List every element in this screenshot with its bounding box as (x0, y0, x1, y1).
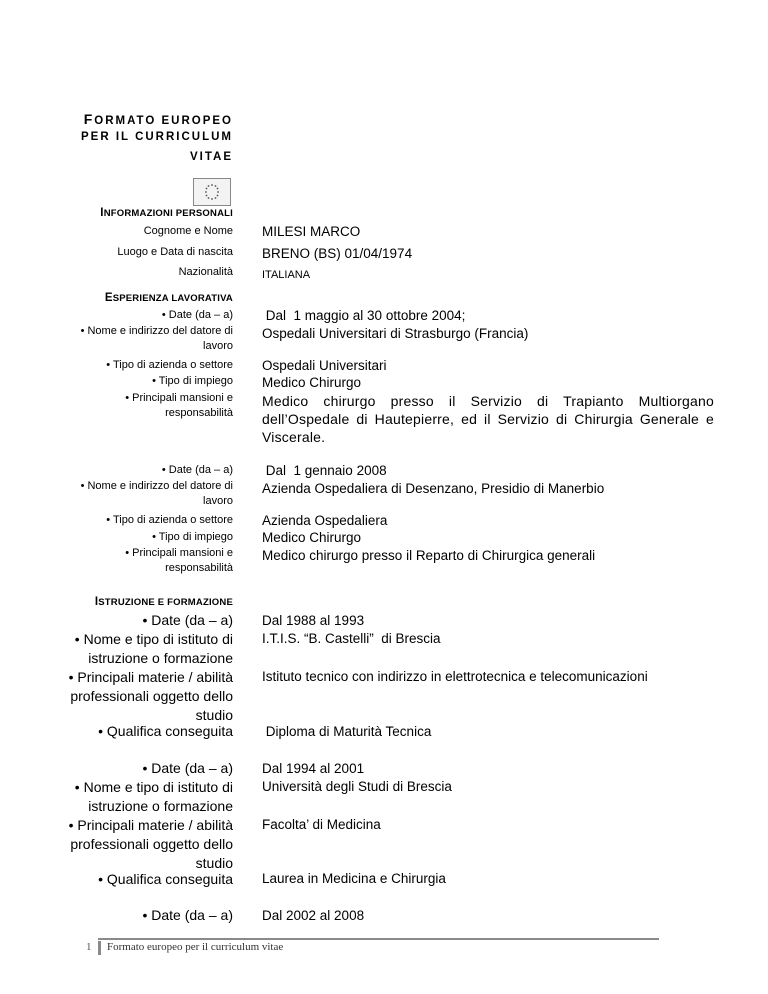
label-line: professionali oggetto dello (70, 836, 233, 852)
label-line: • Nome e indirizzo del datore di (80, 480, 233, 492)
section-rest: STRUZIONE E FORMAZIONE (98, 597, 233, 608)
section-cap: I (94, 596, 99, 608)
value-edu-subjects: Istituto tecnico con indirizzo in elettrotecnica e telecomunicazioni (262, 669, 648, 684)
value-work-job-type: Medico Chirurgo (262, 530, 362, 545)
label-edu-qualification: • Qualifica conseguita (98, 723, 233, 739)
section-work-experience (40, 292, 233, 304)
label-line: studio (195, 707, 233, 723)
label-edu-subjects (20, 668, 233, 725)
label-line: responsabilità (165, 562, 233, 574)
value-name: MILESI MARCO (262, 224, 361, 239)
section-personal-info (40, 207, 233, 219)
label-line: • Principali materie / abilità (68, 669, 233, 685)
value-birth: BRENO (BS) 01/04/1974 (262, 246, 413, 261)
value-edu-dates: Dal 1988 al 1993 (262, 613, 365, 628)
value-edu-qualification: Laurea in Medicina e Chirurgia (262, 871, 446, 886)
section-education (40, 596, 233, 608)
value-edu-qualification: Diploma di Maturità Tecnica (262, 724, 432, 739)
value-work-dates: Dal 1 gennaio 2008 (262, 463, 387, 478)
label-line: • Principali materie / abilità (68, 817, 233, 833)
label-edu-dates: • Date (da – a) (142, 907, 233, 923)
value-work-job-type: Medico Chirurgo (262, 375, 362, 390)
footer-rule (98, 938, 659, 940)
label-nationality: Nazionalità (178, 266, 233, 278)
label-line: • Principali mansioni e (125, 392, 233, 404)
label-line: • Nome e tipo di istituto di (74, 779, 233, 795)
label-edu-institute (20, 630, 233, 668)
label-work-sector: • Tipo di azienda o settore (106, 514, 233, 526)
value-work-dates: Dal 1 maggio al 30 ottobre 2004; (262, 308, 466, 323)
label-work-dates: • Date (da – a) (161, 309, 233, 321)
label-line: istruzione o formazione (88, 650, 233, 666)
label-line: studio (195, 855, 233, 871)
cv-title-line3: VITAE (189, 151, 233, 163)
label-line: lavoro (203, 340, 233, 352)
value-work-duties: Medico chirurgo presso il Servizio di Trapianto Multiorgano dell’Ospedale di Hautepierre, ed il Servizio di Chirurgia Generale e Viscerale. (262, 393, 714, 445)
label-line: istruzione o formazione (88, 798, 233, 814)
value-work-employer: Azienda Ospedaliera di Desenzano, Presidio di Manerbio (262, 481, 605, 496)
footer-bar (98, 941, 101, 955)
label-work-employer (40, 479, 233, 509)
label-line: responsabilità (165, 407, 233, 419)
label-name: Cognome e Nome (143, 225, 233, 237)
label-edu-subjects (20, 816, 233, 873)
page-number: 1 (86, 941, 92, 953)
value-edu-dates: Dal 2002 al 2008 (262, 908, 365, 923)
value-edu-institute: Università degli Studi di Brescia (262, 779, 452, 794)
label-edu-institute (20, 778, 233, 816)
label-line: lavoro (203, 495, 233, 507)
label-line: • Nome e indirizzo del datore di (80, 325, 233, 337)
label-work-dates: • Date (da – a) (161, 464, 233, 476)
title-rest: ORMATO EUROPEO (94, 115, 233, 127)
value-work-sector: Azienda Ospedaliera (262, 513, 388, 528)
label-line: • Nome e tipo di istituto di (74, 631, 233, 647)
section-rest: SPERIENZA LAVORATIVA (112, 293, 233, 304)
label-edu-qualification: • Qualifica conseguita (98, 871, 233, 887)
value-work-sector: Ospedali Universitari (262, 358, 387, 373)
value-edu-institute: I.T.I.S. “B. Castelli” di Brescia (262, 631, 441, 646)
value-edu-dates: Dal 1994 al 2001 (262, 761, 365, 776)
value-work-employer: Ospedali Universitari di Strasburgo (Francia) (262, 326, 529, 341)
cv-title-line1 (60, 111, 233, 127)
footer-text: Formato europeo per il curriculum vitae (107, 941, 284, 953)
label-work-duties (40, 546, 233, 576)
eu-flag-icon (193, 178, 231, 206)
title-cap: F (83, 111, 95, 127)
label-work-sector: • Tipo di azienda o settore (106, 359, 233, 371)
label-work-job-type: • Tipo di impiego (152, 375, 233, 387)
label-work-job-type: • Tipo di impiego (152, 531, 233, 543)
value-edu-subjects: Facolta’ di Medicina (262, 817, 381, 832)
label-line: professionali oggetto dello (70, 688, 233, 704)
value-nationality: ITALIANA (262, 269, 311, 281)
label-edu-dates: • Date (da – a) (142, 760, 233, 776)
label-edu-dates: • Date (da – a) (142, 612, 233, 628)
section-rest: NFORMAZIONI PERSONALI (103, 208, 233, 219)
label-line: • Principali mansioni e (125, 547, 233, 559)
cv-title-line2: PER IL CURRICULUM (81, 131, 233, 143)
label-birth: Luogo e Data di nascita (117, 246, 233, 258)
section-cap: E (104, 292, 113, 304)
section-cap: I (100, 207, 104, 219)
label-work-employer (40, 324, 233, 354)
label-work-duties (40, 391, 233, 421)
value-work-duties: Medico chirurgo presso il Reparto di Chirurgica generali (262, 548, 596, 563)
